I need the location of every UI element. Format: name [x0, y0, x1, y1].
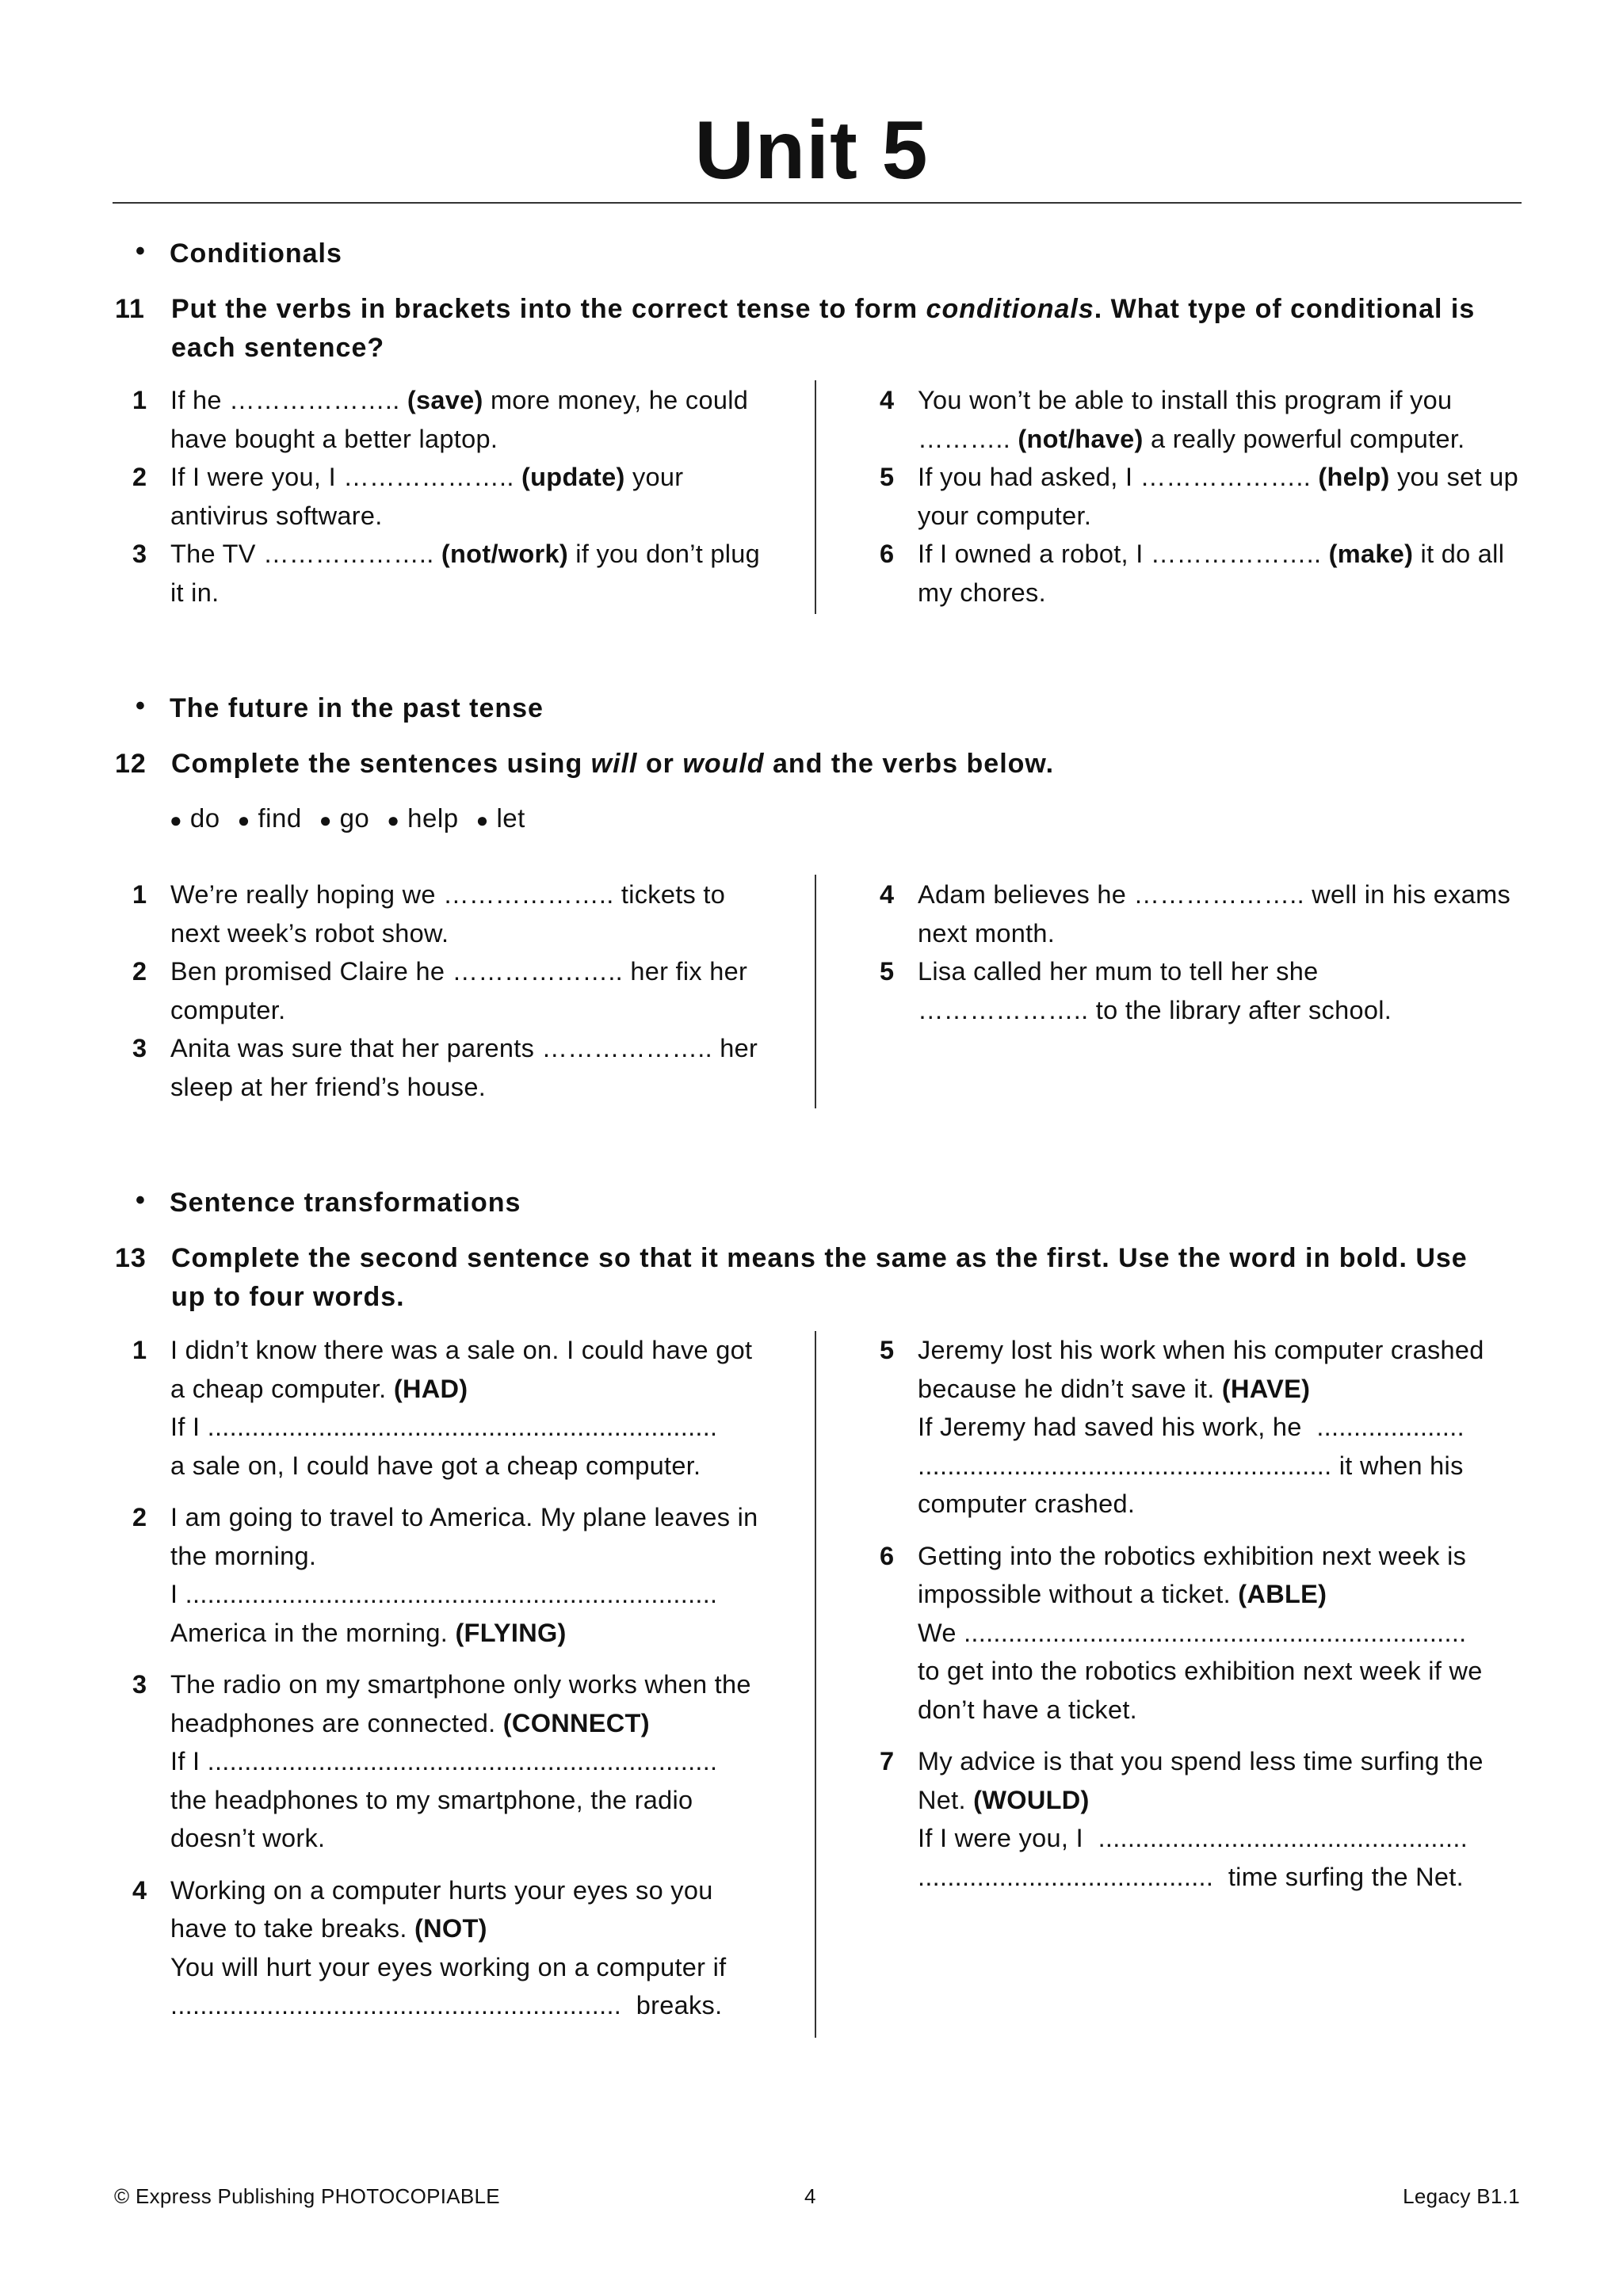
- item-number: 3: [132, 540, 147, 568]
- item-text: If I were you, I ……………….. (update) your antivirus software.: [170, 463, 684, 530]
- s2-left-column: [132, 875, 766, 1106]
- section-topic-text: The future in the past tense: [170, 693, 544, 723]
- exercise-instruction-11: [113, 290, 1508, 368]
- item-number: 2: [132, 463, 147, 491]
- title-divider: [113, 202, 1522, 204]
- item-number: 6: [880, 540, 895, 568]
- column-separator: [815, 875, 816, 1108]
- exercise-number: 11: [115, 294, 145, 324]
- exercise-item: [132, 875, 766, 952]
- item-text: The TV ……………….. (not/work) if you don’t plug it in.: [170, 540, 761, 607]
- exercise-item: [132, 1498, 766, 1652]
- exercise-instruction-text: Put the verbs in brackets into the correct tense to form conditionals. What type of conditional is each sentence?: [171, 294, 1476, 363]
- item-number: 4: [880, 386, 895, 414]
- item-text: If I owned a robot, I ……………….. (make) it do all my chores.: [918, 540, 1505, 607]
- column-separator: [815, 380, 816, 614]
- item-text: I am going to travel to America. My plane leaves in the morning. I ........................................................................ America in the morning. (FLYING): [170, 1503, 758, 1647]
- s3-left-column: [132, 1331, 766, 2039]
- item-number: 5: [880, 463, 895, 491]
- s1-left-column: [132, 381, 766, 612]
- exercise-item: [132, 1871, 766, 2025]
- exercise-item: [880, 535, 1537, 612]
- exercise-item: [880, 1742, 1537, 1896]
- item-number: 7: [880, 1747, 895, 1775]
- item-text: Ben promised Claire he ……………….. her fix her computer.: [170, 957, 748, 1024]
- s1-right-column: [880, 381, 1537, 612]
- s3-right-column: [880, 1331, 1537, 1909]
- footer-page-number: 4: [804, 2184, 816, 2208]
- exercise-item: [880, 1537, 1537, 1730]
- footer-copyright: © Express Publishing PHOTOCOPIABLE: [114, 2184, 500, 2208]
- exercise-number: 13: [115, 1243, 147, 1273]
- section-topic-text: Sentence transformations: [170, 1188, 521, 1218]
- exercise-item: [880, 458, 1537, 535]
- item-number: 4: [132, 1875, 147, 1905]
- exercise-item: [132, 458, 766, 535]
- exercise-item: [880, 875, 1537, 952]
- bullet-icon: •: [136, 1185, 146, 1215]
- item-text: You won’t be able to install this program if you ……….. (not/have) a really powerful computer.: [918, 386, 1465, 453]
- exercise-number: 12: [115, 749, 147, 779]
- item-number: 1: [132, 386, 147, 414]
- exercise-item: [880, 381, 1537, 458]
- word-option: ● find: [237, 803, 302, 833]
- item-number: 2: [132, 957, 147, 986]
- item-text: My advice is that you spend less time surfing the Net. (WOULD) If I were you, I .................................................. ........................................ time surfing the Net.: [918, 1747, 1484, 1891]
- exercise-item: [132, 1029, 766, 1106]
- item-number: 4: [880, 880, 895, 909]
- word-option: ● let: [475, 803, 525, 833]
- exercise-item: [880, 1331, 1537, 1524]
- item-text: I didn’t know there was a sale on. I could have got a cheap computer. (HAD) If I ..................................................................... a sale on, I could have got a cheap computer.: [170, 1336, 753, 1480]
- item-text: Getting into the robotics exhibition next week is impossible without a ticket. (ABLE) We .................................................................... to get into the robotics exhibition next week if we don’t have a ticket.: [918, 1541, 1483, 1724]
- footer-book-title: Legacy B1.1: [1403, 2184, 1520, 2208]
- word-options: [170, 803, 543, 836]
- item-text: Anita was sure that her parents ……………….. her sleep at her friend’s house.: [170, 1034, 758, 1101]
- section-topic-2: [136, 691, 544, 724]
- bullet-icon: •: [136, 236, 146, 266]
- bullet-icon: •: [136, 691, 146, 721]
- exercise-instruction-12: [113, 745, 1508, 784]
- exercise-item: [132, 535, 766, 612]
- exercise-item: [132, 381, 766, 458]
- item-number: 3: [132, 1034, 147, 1062]
- exercise-instruction-text: Complete the sentences using will or would and the verbs below.: [171, 749, 1055, 779]
- exercise-item: [880, 952, 1537, 1029]
- item-text: Working on a computer hurts your eyes so you have to take breaks. (NOT) You will hurt your eyes working on a computer if ............................................................. breaks.: [170, 1875, 727, 2019]
- item-text: We’re really hoping we ……………….. tickets to next week’s robot show.: [170, 880, 726, 948]
- item-text: The radio on my smartphone only works when the headphones are connected. (CONNECT) If I ..................................................................... the headphones to my smartphone, the radio doesn’t work.: [170, 1670, 751, 1852]
- item-number: 1: [132, 1336, 147, 1364]
- item-text: Jeremy lost his work when his computer crashed because he didn’t save it. (HAVE) If Jeremy had saved his work, he .................... ........................................................ it when his computer crashed.: [918, 1336, 1484, 1518]
- item-number: 5: [880, 957, 895, 986]
- section-topic-text: Conditionals: [170, 238, 342, 269]
- item-number: 1: [132, 880, 147, 909]
- word-option: ● go: [319, 803, 370, 833]
- page-title: Unit 5: [694, 105, 929, 196]
- exercise-item: [132, 1665, 766, 1858]
- item-text: If you had asked, I ……………….. (help) you set up your computer.: [918, 463, 1518, 530]
- item-number: 2: [132, 1503, 147, 1531]
- word-option: ● help: [387, 803, 459, 833]
- item-text: If he ……………….. (save) more money, he could have bought a better laptop.: [170, 386, 749, 453]
- exercise-instruction-13: [113, 1239, 1508, 1317]
- s2-right-column: [880, 875, 1537, 1029]
- exercise-item: [132, 1331, 766, 1485]
- item-text: Lisa called her mum to tell her she ……………….. to the library after school.: [918, 957, 1392, 1024]
- exercise-item: [132, 952, 766, 1029]
- column-separator: [815, 1331, 816, 2038]
- exercise-instruction-text: Complete the second sentence so that it means the same as the first. Use the word in bold. Use up to four words.: [171, 1243, 1468, 1312]
- item-number: 6: [880, 1541, 895, 1570]
- section-topic-1: [136, 236, 342, 269]
- item-number: 3: [132, 1670, 147, 1699]
- section-topic-3: [136, 1185, 521, 1219]
- item-text: Adam believes he ……………….. well in his exams next month.: [918, 880, 1511, 948]
- item-number: 5: [880, 1336, 895, 1364]
- word-option: ● do: [170, 803, 220, 833]
